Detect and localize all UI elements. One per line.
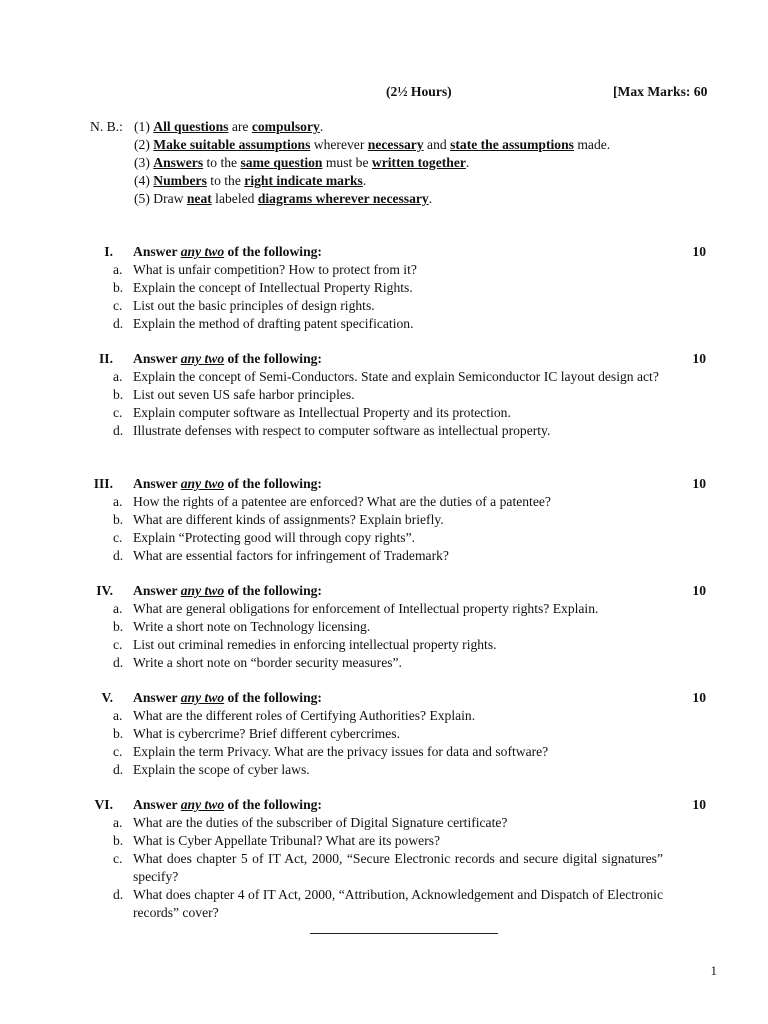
end-rule <box>310 933 498 934</box>
question-letter: c. <box>113 405 123 420</box>
question-text: How the rights of a patentee are enforced? What are the duties of a patentee? <box>133 494 551 509</box>
question-letter: d. <box>113 423 124 438</box>
question-letter: a. <box>113 708 123 723</box>
question-text: What are the different roles of Certifying Authorities? Explain. <box>133 708 476 723</box>
nb-text: must be <box>322 155 372 170</box>
section-number: V. <box>101 690 113 705</box>
question-item <box>90 315 663 333</box>
nb-text: to the <box>206 173 245 188</box>
nb-text: labeled <box>211 191 258 206</box>
section-instruction: Answer any two of the following: <box>133 244 322 259</box>
nb-emphasis: written together <box>371 155 466 170</box>
question-item <box>90 832 663 850</box>
question-item <box>90 636 663 654</box>
question-item <box>90 725 663 743</box>
nb-emphasis: compulsory <box>251 119 320 134</box>
nb-item-3 <box>134 154 610 172</box>
question-text: Explain the concept of Intellectual Property Rights. <box>133 280 413 295</box>
nb-text: . <box>319 119 324 134</box>
question-text: What is unfair competition? How to protect from it? <box>133 262 417 277</box>
section-marks: 10 <box>692 351 706 366</box>
nb-num: (3) <box>134 155 150 170</box>
question-item <box>90 297 663 315</box>
question-item <box>90 493 663 511</box>
question-letter: d. <box>113 316 124 331</box>
question-letter: a. <box>113 494 123 509</box>
question-letter: c. <box>113 637 123 652</box>
question-letter: a. <box>113 601 123 616</box>
nb-emphasis: Make suitable assumptions <box>153 137 311 152</box>
section-marks: 10 <box>692 797 706 812</box>
question-item <box>90 368 663 386</box>
nb-num: (2) <box>134 137 150 152</box>
question-text: Explain the method of drafting patent specification. <box>133 316 414 331</box>
question-text: List out criminal remedies in enforcing intellectual property rights. <box>133 637 497 652</box>
nb-num: (4) <box>134 173 150 188</box>
nb-text: to the <box>203 155 241 170</box>
question-item <box>90 600 663 618</box>
nb-item-1 <box>134 118 610 136</box>
section-number: II. <box>99 351 113 366</box>
question-text: What are different kinds of assignments? Explain briefly. <box>133 512 444 527</box>
question-section-1 <box>90 243 730 333</box>
section-marks: 10 <box>692 690 706 705</box>
question-text: What does chapter 5 of IT Act, 2000, “Secure Electronic records and secure digital signatures” specify? <box>133 851 663 884</box>
question-letter: d. <box>113 548 124 563</box>
section-marks: 10 <box>692 244 706 259</box>
question-text: What does chapter 4 of IT Act, 2000, “Attribution, Acknowledgement and Dispatch of Electronic records” cover? <box>133 887 663 920</box>
question-item <box>90 618 663 636</box>
section-instruction: Answer any two of the following: <box>133 797 322 812</box>
question-text: What are the duties of the subscriber of Digital Signature certificate? <box>133 815 508 830</box>
section-instruction: Answer any two of the following: <box>133 476 322 491</box>
nb-emphasis: Numbers <box>153 173 207 188</box>
exam-duration: (2½ Hours) <box>386 84 452 99</box>
section-instruction: Answer any two of the following: <box>133 351 322 366</box>
question-text: Illustrate defenses with respect to computer software as intellectual property. <box>133 423 551 438</box>
page-number: 1 <box>710 963 717 978</box>
nb-emphasis: All questions <box>153 119 229 134</box>
question-item <box>90 850 663 886</box>
question-letter: b. <box>113 833 124 848</box>
nb-emphasis: same question <box>240 155 323 170</box>
nb-text: . <box>362 173 367 188</box>
question-item <box>90 529 663 547</box>
nb-num: (1) <box>134 119 150 134</box>
section-number: IV. <box>96 583 113 598</box>
question-section-3 <box>90 475 730 565</box>
question-item <box>90 814 663 832</box>
question-item <box>90 886 663 922</box>
nb-text: and <box>423 137 451 152</box>
question-letter: b. <box>113 387 124 402</box>
question-letter: b. <box>113 619 124 634</box>
question-text: Explain “Protecting good will through copy rights”. <box>133 530 416 545</box>
question-text: Explain computer software as Intellectual Property and its protection. <box>133 405 511 420</box>
nb-text: Draw <box>153 191 187 206</box>
section-number: I. <box>104 244 113 259</box>
nb-emphasis: right indicate marks <box>244 173 363 188</box>
nb-emphasis: diagrams wherever necessary <box>257 191 429 206</box>
section-instruction: Answer any two of the following: <box>133 690 322 705</box>
question-letter: a. <box>113 369 123 384</box>
nb-item-2 <box>134 136 610 154</box>
question-letter: c. <box>113 851 123 866</box>
question-item <box>90 261 663 279</box>
question-item <box>90 422 663 440</box>
question-item <box>90 707 663 725</box>
question-text: Explain the concept of Semi-Conductors. State and explain Semiconductor IC layout design act? <box>133 369 659 384</box>
question-text: Write a short note on Technology licensing. <box>133 619 371 634</box>
nb-text: . <box>428 191 433 206</box>
question-text: Explain the term Privacy. What are the privacy issues for data and software? <box>133 744 549 759</box>
nb-item-4 <box>134 172 610 190</box>
question-text: Write a short note on “border security measures”. <box>133 655 402 670</box>
nb-item-5 <box>134 190 610 208</box>
question-letter: a. <box>113 262 123 277</box>
question-letter: c. <box>113 530 123 545</box>
nb-emphasis: necessary <box>367 137 424 152</box>
nb-text: are <box>228 119 252 134</box>
question-section-2 <box>90 350 730 440</box>
section-instruction: Answer any two of the following: <box>133 583 322 598</box>
question-text: What is Cyber Appellate Tribunal? What are its powers? <box>133 833 441 848</box>
question-text: What are general obligations for enforcement of Intellectual property rights? Explain. <box>133 601 599 616</box>
question-letter: d. <box>113 762 124 777</box>
question-section-5 <box>90 689 730 779</box>
section-number: VI. <box>94 797 113 812</box>
question-letter: a. <box>113 815 123 830</box>
question-item <box>90 279 663 297</box>
question-item <box>90 511 663 529</box>
question-text: What are essential factors for infringement of Trademark? <box>133 548 449 563</box>
nb-text: . <box>465 155 470 170</box>
section-marks: 10 <box>692 583 706 598</box>
question-item <box>90 743 663 761</box>
question-item <box>90 761 663 779</box>
question-item <box>90 386 663 404</box>
nb-label: N. B.: <box>90 119 123 134</box>
question-text: Explain the scope of cyber laws. <box>133 762 310 777</box>
question-letter: c. <box>113 298 123 313</box>
nb-text: made. <box>573 137 611 152</box>
question-letter: b. <box>113 726 124 741</box>
question-letter: c. <box>113 744 123 759</box>
nb-text: wherever <box>310 137 368 152</box>
nb-emphasis: Answers <box>153 155 204 170</box>
question-item <box>90 654 663 672</box>
max-marks: [Max Marks: 60 <box>613 84 708 99</box>
question-letter: d. <box>113 887 124 902</box>
question-item <box>90 547 663 565</box>
question-text: What is cybercrime? Brief different cybercrimes. <box>133 726 400 741</box>
question-letter: b. <box>113 280 124 295</box>
question-text: List out seven US safe harbor principles. <box>133 387 355 402</box>
question-section-4 <box>90 582 730 672</box>
nb-instructions <box>134 118 610 208</box>
nb-emphasis: state the assumptions <box>450 137 574 152</box>
nb-num: (5) <box>134 191 150 206</box>
question-letter: d. <box>113 655 124 670</box>
question-letter: b. <box>113 512 124 527</box>
question-text: List out the basic principles of design rights. <box>133 298 375 313</box>
section-number: III. <box>93 476 113 491</box>
question-item <box>90 404 663 422</box>
question-section-6 <box>90 796 730 922</box>
nb-emphasis: neat <box>186 191 212 206</box>
section-marks: 10 <box>692 476 706 491</box>
